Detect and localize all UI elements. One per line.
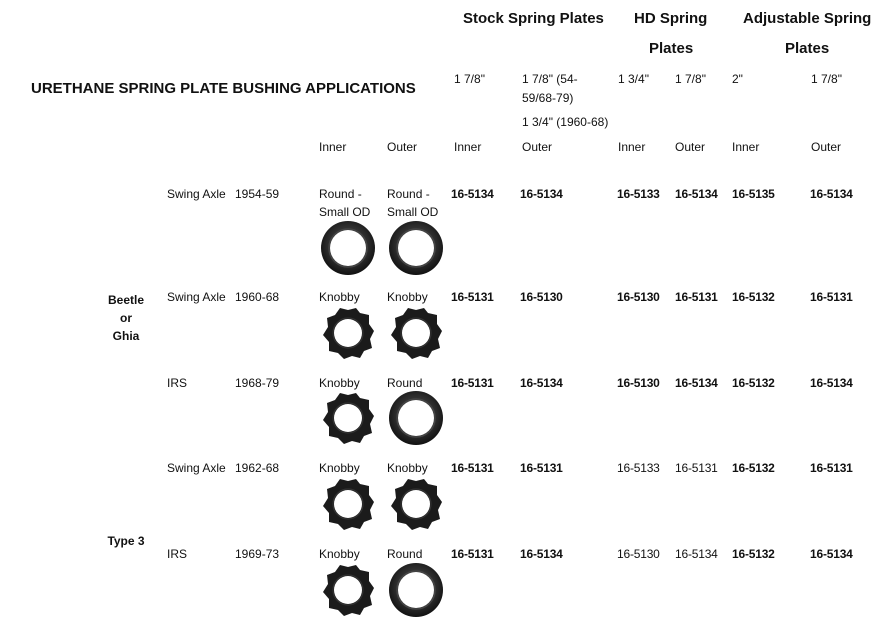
part-number: 16-5131 xyxy=(810,461,853,475)
size-hd-inner: 1 3/4" xyxy=(618,72,649,86)
part-number: 16-5134 xyxy=(810,376,853,390)
hd-plates-header-line2: Plates xyxy=(649,40,694,57)
part-number: 16-5130 xyxy=(617,376,660,390)
knobby-bushing-icon xyxy=(387,475,445,533)
inner-bushing-type: Knobby xyxy=(319,461,360,475)
part-number: 16-5131 xyxy=(451,290,494,304)
stock-plates-header: Stock Spring Plates xyxy=(463,10,604,27)
part-number: 16-5131 xyxy=(451,376,494,390)
subheader-hd-outer: Outer xyxy=(675,140,706,154)
part-number: 16-5130 xyxy=(617,290,660,304)
page-title: URETHANE SPRING PLATE BUSHING APPLICATIONS xyxy=(31,80,416,97)
outer-bushing-type-line2: Small OD xyxy=(387,205,439,219)
round-bushing-icon xyxy=(387,219,445,277)
part-number: 16-5132 xyxy=(732,376,775,390)
part-number: 16-5134 xyxy=(675,376,718,390)
part-number: 16-5134 xyxy=(810,187,853,201)
part-number: 16-5134 xyxy=(675,187,718,201)
part-number: 16-5131 xyxy=(675,461,718,475)
outer-bushing-type: Knobby xyxy=(387,461,428,475)
part-number: 16-5132 xyxy=(732,547,775,561)
knobby-bushing-icon xyxy=(319,389,377,447)
hd-plates-header: HD Spring xyxy=(634,10,708,27)
year-range: 1962-68 xyxy=(235,461,280,475)
size-adj-inner: 2" xyxy=(732,72,743,86)
year-range: 1968-79 xyxy=(235,376,280,390)
inner-bushing-type: Round - xyxy=(319,187,362,201)
year-range: 1960-68 xyxy=(235,290,280,304)
part-number: 16-5131 xyxy=(451,547,494,561)
subheader-stock-inner: Inner xyxy=(454,140,482,154)
size-stock-inner: 1 7/8" xyxy=(454,72,485,86)
part-number: 16-5134 xyxy=(520,547,563,561)
subheader-adj-inner: Inner xyxy=(732,140,760,154)
outer-bushing-type: Round xyxy=(387,547,423,561)
round-bushing-icon xyxy=(387,561,445,619)
subheader-adj-outer: Outer xyxy=(811,140,842,154)
part-number: 16-5134 xyxy=(810,547,853,561)
suspension-type: Swing Axle xyxy=(167,187,226,201)
size-adj-outer: 1 7/8" xyxy=(811,72,842,86)
part-number: 16-5130 xyxy=(617,547,660,561)
adjustable-plates-header: Adjustable Spring xyxy=(743,10,872,27)
size-hd-outer: 1 7/8" xyxy=(675,72,706,86)
part-number: 16-5132 xyxy=(732,461,775,475)
part-number: 16-5134 xyxy=(451,187,494,201)
knobby-bushing-icon xyxy=(319,475,377,533)
outer-bushing-type: Knobby xyxy=(387,290,428,304)
group-type3: Type 3 xyxy=(107,534,145,548)
group-beetle-ghia xyxy=(96,291,156,345)
group-line: Beetle xyxy=(107,293,145,307)
part-number: 16-5131 xyxy=(520,461,563,475)
part-number: 16-5134 xyxy=(520,187,563,201)
knobby-bushing-icon xyxy=(387,304,445,362)
part-number: 16-5135 xyxy=(732,187,775,201)
inner-bushing-type: Knobby xyxy=(319,290,360,304)
subheader-inner: Inner xyxy=(319,140,347,154)
size-stock-outer-line2: 59/68-79) xyxy=(522,91,574,105)
outer-bushing-type: Round xyxy=(387,376,423,390)
part-number: 16-5133 xyxy=(617,461,660,475)
subheader-hd-inner: Inner xyxy=(618,140,646,154)
group-line: or xyxy=(120,311,132,325)
knobby-bushing-icon xyxy=(319,561,377,619)
part-number: 16-5131 xyxy=(451,461,494,475)
year-range: 1969-73 xyxy=(235,547,280,561)
size-stock-outer: 1 7/8" (54- xyxy=(522,72,578,86)
knobby-bushing-icon xyxy=(319,304,377,362)
suspension-type: Swing Axle xyxy=(167,461,226,475)
suspension-type: IRS xyxy=(167,547,188,561)
year-range: 1954-59 xyxy=(235,187,280,201)
part-number: 16-5131 xyxy=(810,290,853,304)
subheader-stock-outer: Outer xyxy=(522,140,553,154)
part-number: 16-5131 xyxy=(675,290,718,304)
size-stock-outer-alt: 1 3/4" (1960-68) xyxy=(522,115,609,129)
inner-bushing-type-line2: Small OD xyxy=(319,205,371,219)
outer-bushing-type: Round - xyxy=(387,187,430,201)
inner-bushing-type: Knobby xyxy=(319,376,360,390)
suspension-type: Swing Axle xyxy=(167,290,226,304)
round-bushing-icon xyxy=(387,389,445,447)
part-number: 16-5130 xyxy=(520,290,563,304)
group-line: Ghia xyxy=(112,329,140,343)
part-number: 16-5133 xyxy=(617,187,660,201)
part-number: 16-5134 xyxy=(675,547,718,561)
inner-bushing-type: Knobby xyxy=(319,547,360,561)
part-number: 16-5134 xyxy=(520,376,563,390)
adjustable-plates-header-line2: Plates xyxy=(785,40,830,57)
round-bushing-icon xyxy=(319,219,377,277)
subheader-outer: Outer xyxy=(387,140,418,154)
part-number: 16-5132 xyxy=(732,290,775,304)
suspension-type: IRS xyxy=(167,376,188,390)
